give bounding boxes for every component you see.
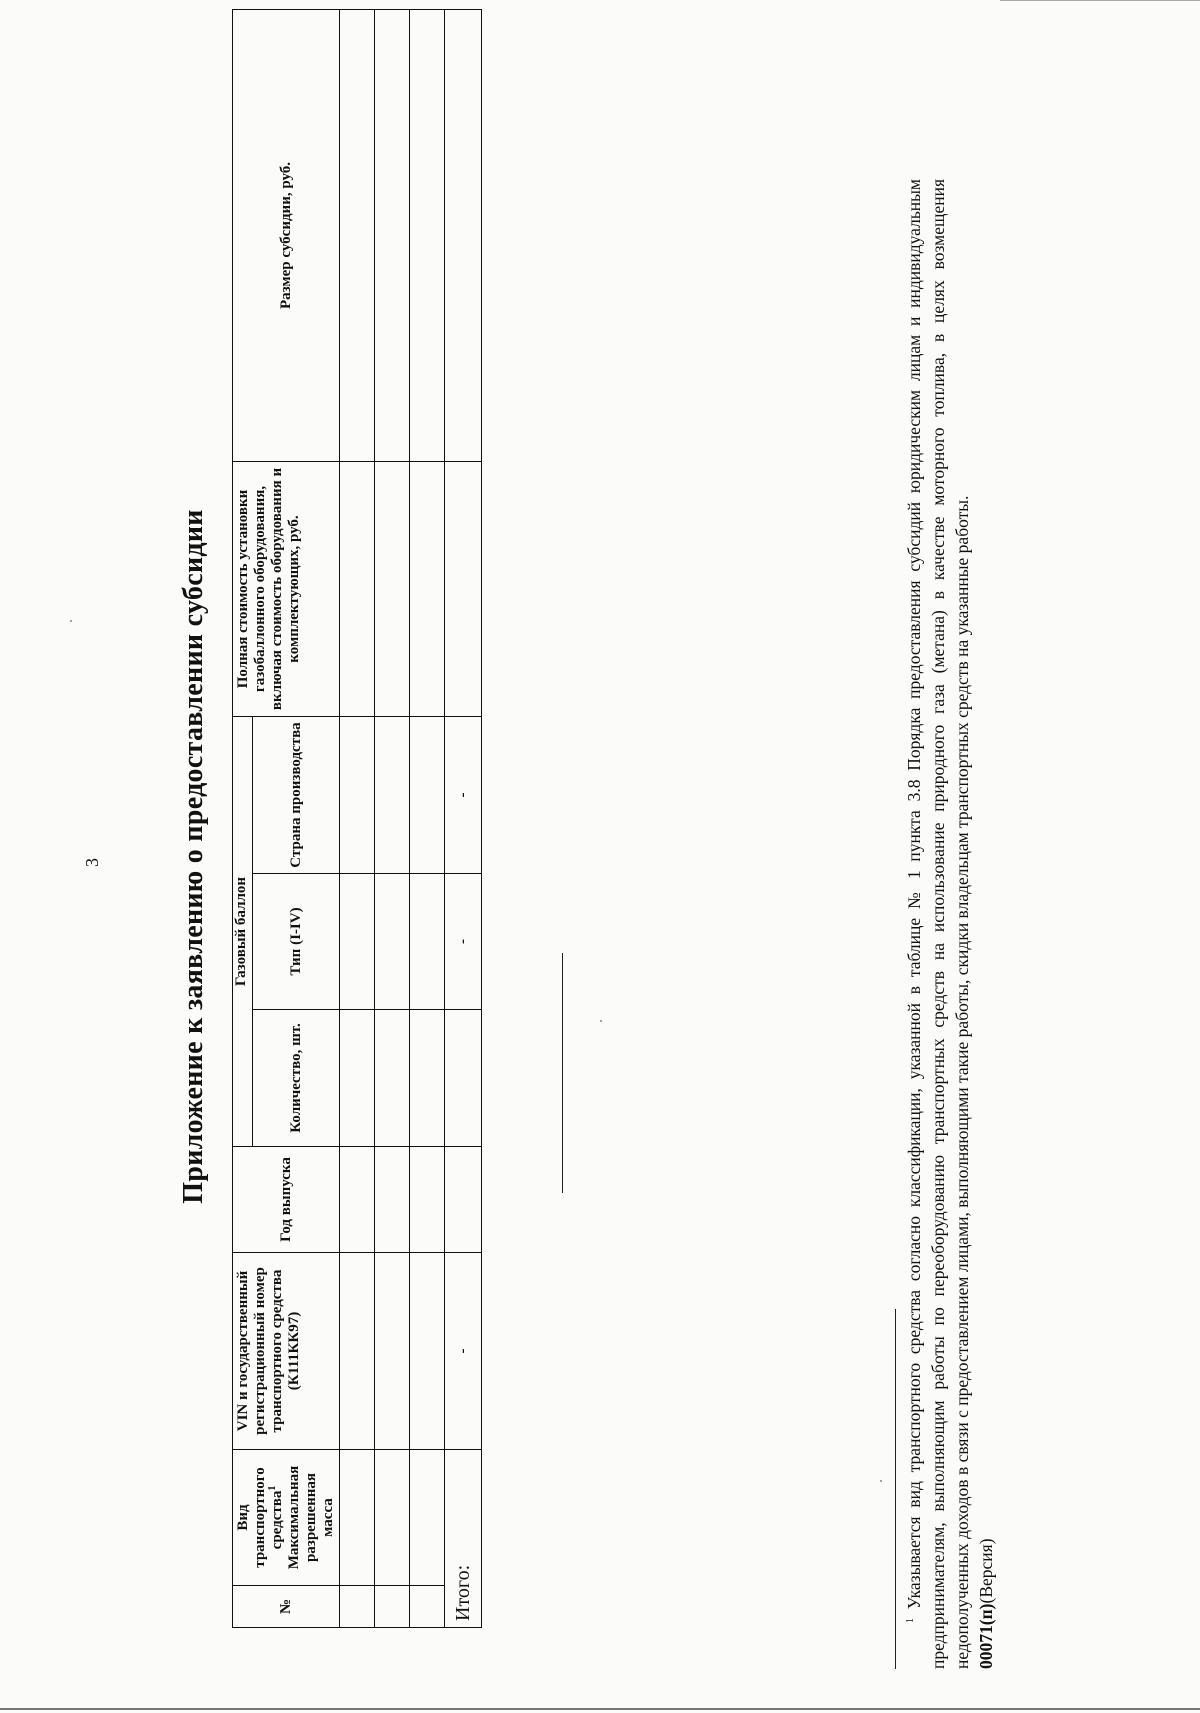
table-row — [340, 10, 375, 1628]
table-cell[interactable] — [340, 874, 375, 1010]
table-cell[interactable] — [410, 462, 445, 717]
table-cell[interactable] — [375, 1147, 410, 1253]
header-year: Год выпуска — [233, 1147, 340, 1253]
total-country: - — [445, 717, 482, 874]
footnote-text: Указывается вид транспортного средства согласно классификации, указанной в таблице № 1 пункта 3.8 Порядка предоставления субсидий юридическим лицам и индивидуальным предпринимателям, выполняющим работы по переоборудованию транспортных средств на использование природного газа (метана) в качестве моторного топлива, в целях возмещения недополученных доходов в связи с предоставлением лицами, выполняющими такие работы, скидки владельцам транспортных средств на указанные работы. — [904, 178, 972, 1669]
table-cell[interactable] — [410, 874, 445, 1010]
table-cell[interactable] — [410, 1450, 445, 1586]
table-cell[interactable] — [375, 717, 410, 874]
header-gas-cylinder: Газовый баллон — [233, 717, 253, 1147]
total-vin: - — [445, 1253, 482, 1450]
table-cell[interactable] — [340, 717, 375, 874]
subsidy-table — [232, 9, 482, 1628]
header-subsidy: Размер субсидии, руб. — [233, 10, 340, 462]
version-code: 00071(п) — [976, 1603, 996, 1669]
header-full-cost: Полная стоимость установки газобаллонного оборудования, включая стоимость оборудования и комплектующих, руб. — [233, 462, 340, 717]
footnote — [902, 179, 998, 1669]
table-cell[interactable] — [410, 1010, 445, 1147]
header-type: Тип (I-IV) — [253, 874, 340, 1010]
table-cell[interactable] — [375, 874, 410, 1010]
header-country: Страна производства — [253, 717, 340, 874]
version-label: (Версия) — [976, 1538, 996, 1604]
page-title: Приложение к заявлению о предоставлении субсидии — [178, 509, 209, 1204]
footnote-mark: 1 — [905, 1618, 917, 1623]
total-subsidy — [445, 10, 482, 462]
table-cell[interactable] — [375, 1253, 410, 1450]
header-vehicle-type: Вид транспортного средства$^1$ Максимальная разрешенная масса — [233, 1450, 340, 1586]
header-quantity: Количество, шт. — [253, 1010, 340, 1147]
table-cell[interactable] — [375, 10, 410, 462]
table-cell[interactable] — [340, 1450, 375, 1586]
table-cell[interactable] — [340, 1147, 375, 1253]
table-cell[interactable] — [410, 1147, 445, 1253]
table-cell[interactable] — [340, 1253, 375, 1450]
table-cell[interactable] — [340, 1586, 375, 1628]
table-cell[interactable] — [340, 1010, 375, 1147]
separator-line — [562, 953, 563, 1193]
total-quantity — [445, 1010, 482, 1147]
table-cell[interactable] — [375, 1586, 410, 1628]
table-cell[interactable] — [375, 1450, 410, 1586]
version-line — [974, 179, 998, 1669]
table-cell[interactable] — [340, 462, 375, 717]
total-type: - — [445, 874, 482, 1010]
total-year — [445, 1147, 482, 1253]
table-row — [375, 10, 410, 1628]
footnote-separator — [895, 1309, 896, 1669]
table-cell[interactable] — [410, 717, 445, 874]
table-cell[interactable] — [375, 462, 410, 717]
total-row — [445, 10, 482, 1628]
header-row-1 — [233, 10, 253, 1628]
table-cell[interactable] — [410, 1586, 445, 1628]
table-cell[interactable] — [410, 10, 445, 462]
header-vin: VIN и государственный регистрационный номер транспортного средства (К111КК97) — [233, 1253, 340, 1450]
page-number: 3 — [82, 858, 102, 867]
table-cell[interactable] — [410, 1253, 445, 1450]
total-label: Итого: — [445, 1450, 482, 1628]
table-cell[interactable] — [375, 1010, 410, 1147]
table-cell[interactable] — [340, 10, 375, 462]
header-num: № — [233, 1586, 340, 1628]
total-full-cost — [445, 462, 482, 717]
table-row — [410, 10, 445, 1628]
